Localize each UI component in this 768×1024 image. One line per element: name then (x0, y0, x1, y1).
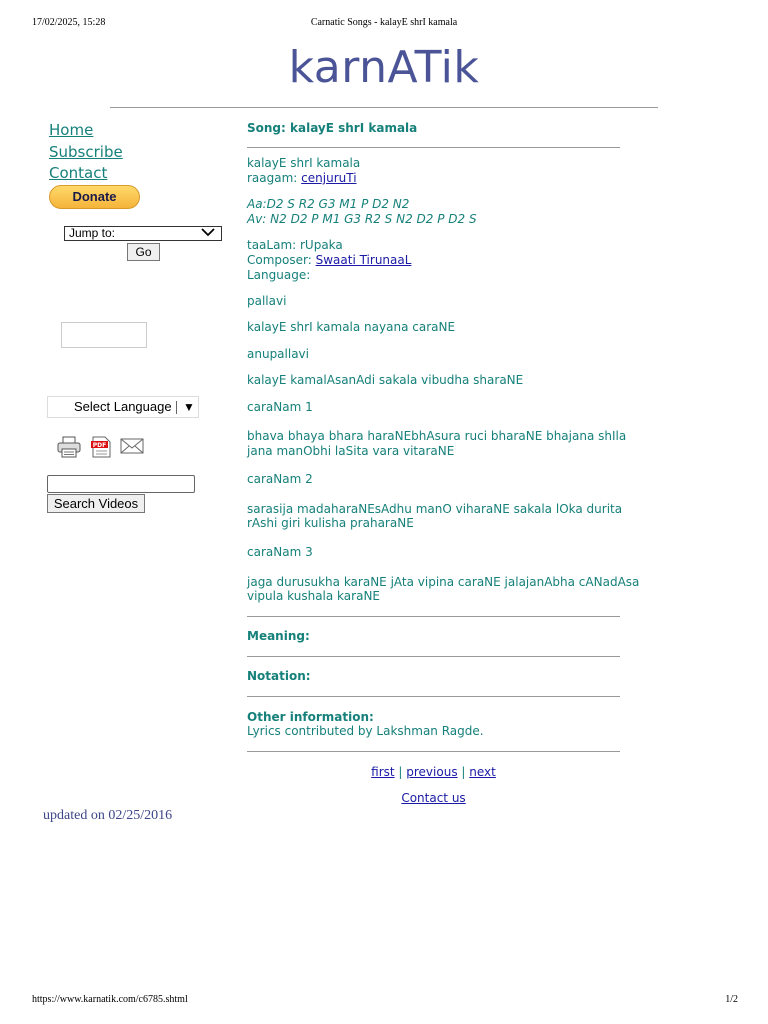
divider (247, 616, 620, 617)
go-button[interactable]: Go (127, 243, 160, 261)
other-info-label: Other information: (247, 710, 374, 724)
updated-date: updated on 02/25/2016 (43, 808, 173, 823)
divider (247, 147, 620, 148)
nav-contact-link[interactable]: Contact (49, 164, 108, 182)
pdf-icon-label: PDF (92, 441, 107, 449)
jump-to-label: Jump to: (69, 226, 116, 240)
composer-label: Composer: (247, 253, 316, 267)
lyric-line: vipula kushala karaNE (247, 589, 380, 603)
song-name: kalayE shrI kamala (247, 156, 361, 170)
language-select[interactable] (47, 396, 199, 418)
avarohanam: Av: N2 D2 P M1 G3 R2 S N2 D2 P D2 S (247, 212, 477, 226)
language-line: Language: (247, 268, 311, 282)
nav-home-link[interactable]: Home (49, 121, 94, 139)
dropdown-arrow-icon: ▼ (183, 400, 195, 414)
taalam: taaLam: rUpaka (247, 238, 343, 252)
print-datetime: 17/02/2025, 15:28 (32, 17, 106, 28)
lyric-line: bhava bhaya bhara haraNEbhAsura ruci bharaNE bhajana shIla (247, 429, 627, 443)
section-title: caraNam 1 (247, 400, 313, 414)
composer-link[interactable]: Swaati TirunaaL (315, 253, 412, 267)
previous-link[interactable]: previous (406, 765, 458, 779)
lyric-line: kalayE kamalAsanAdi sakala vibudha sharaNE (247, 373, 524, 387)
lyric-line: jana manObhi laSita vara vitaraNE (247, 444, 455, 458)
pager-separator: | (394, 765, 407, 779)
notation-label: Notation: (247, 669, 311, 683)
site-logo-title[interactable]: karnATik (288, 42, 480, 93)
email-icon[interactable] (120, 436, 144, 460)
print-page-number: 1/2 (725, 994, 738, 1005)
lyric-line: jaga durusukha karaNE jAta vipina caraNE jalajanAbha cANadAsa (247, 575, 640, 589)
search-videos-input[interactable] (47, 475, 195, 493)
lyric-line: rAshi giri kulisha praharaNE (247, 516, 414, 530)
divider (247, 751, 620, 752)
contact-us-row (247, 791, 620, 805)
print-url: https://www.karnatik.com/c6785.shtml (32, 994, 188, 1005)
meaning-label: Meaning: (247, 629, 310, 643)
section-title: caraNam 3 (247, 545, 313, 559)
nav-subscribe-link[interactable]: Subscribe (49, 143, 123, 161)
donate-button[interactable]: Donate (49, 185, 140, 209)
jump-to-select[interactable] (64, 226, 222, 241)
divider (247, 656, 620, 657)
song-heading: Song: kalayE shrI kamala (247, 121, 418, 135)
pdf-icon[interactable] (90, 436, 112, 462)
arohanam: Aa:D2 S R2 G3 M1 P D2 N2 (247, 197, 410, 211)
chevron-down-icon (200, 226, 216, 241)
pager-separator: | (457, 765, 470, 779)
raagam-line (247, 171, 357, 185)
blank-widget-box (61, 322, 147, 348)
print-title: Carnatic Songs - kalayE shrI kamala (310, 17, 458, 28)
section-title: caraNam 2 (247, 472, 313, 486)
section-title: anupallavi (247, 347, 309, 361)
printer-icon[interactable] (57, 436, 81, 462)
raagam-label: raagam: (247, 171, 302, 185)
lyric-line: sarasija madaharaNEsAdhu manO viharaNE sakala lOka durita (247, 502, 623, 516)
next-link[interactable]: next (469, 765, 496, 779)
pager (247, 765, 620, 779)
language-select-label: Select Language (74, 399, 172, 414)
composer-line (247, 253, 411, 267)
search-videos-button[interactable]: Search Videos (47, 494, 145, 513)
lyric-line: kalayE shrI kamala nayana caraNE (247, 320, 456, 334)
title-divider (110, 107, 658, 108)
other-info-text: Lyrics contributed by Lakshman Ragde. (247, 724, 484, 738)
divider (247, 696, 620, 697)
raagam-link[interactable]: cenjuruTi (301, 171, 357, 185)
section-title: pallavi (247, 294, 287, 308)
first-link[interactable]: first (371, 765, 395, 779)
contact-us-link[interactable]: Contact us (401, 791, 466, 805)
language-select-divider (176, 401, 177, 414)
